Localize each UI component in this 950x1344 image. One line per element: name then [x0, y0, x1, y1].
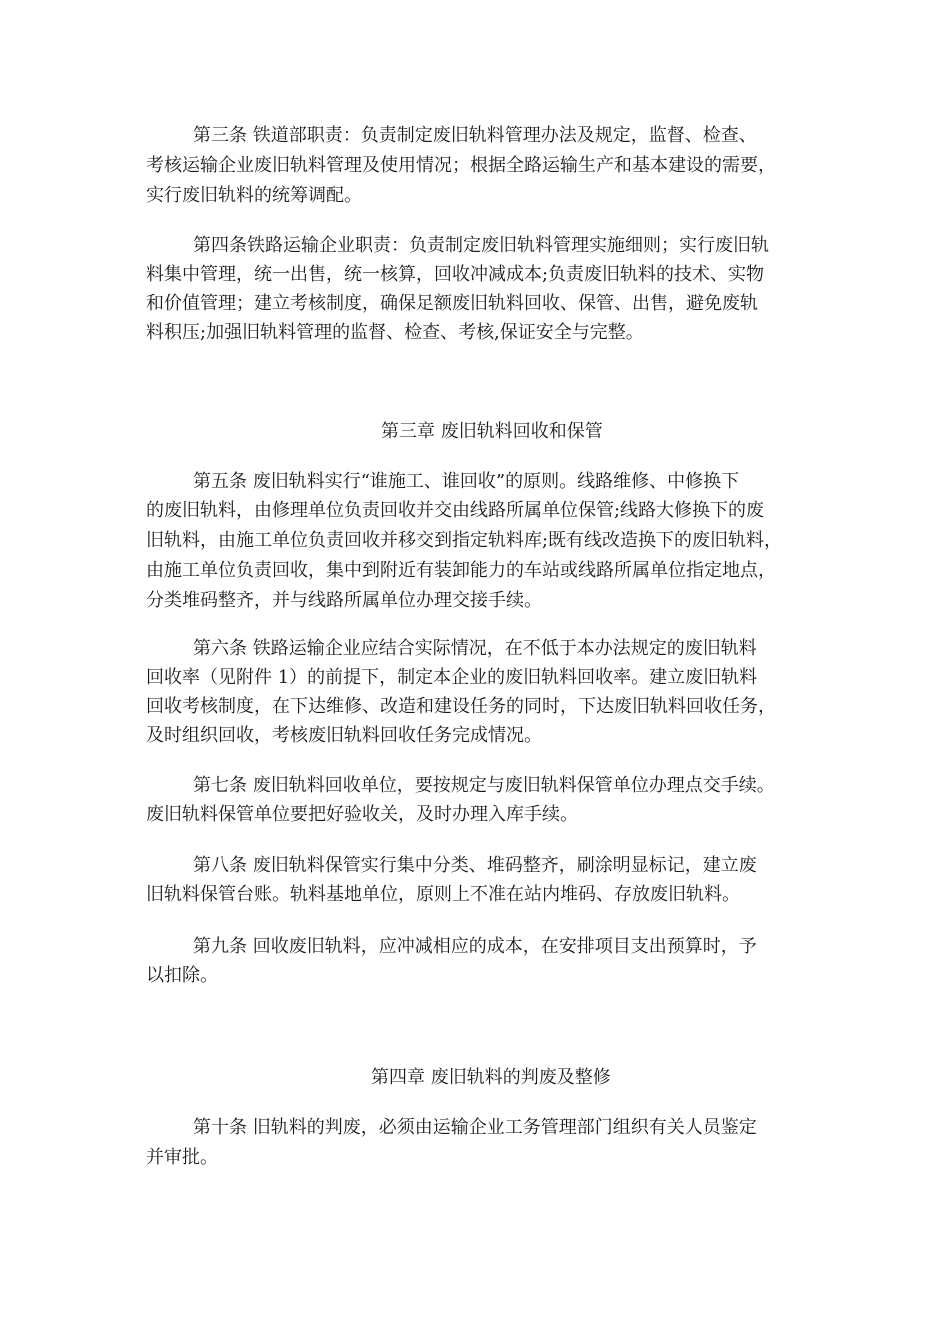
chapter-4-heading: 第四章 废旧轨料的判废及整修	[371, 1067, 611, 1088]
article-line: 料集中管理，统一出售，统一核算，回收冲减成本;负责废旧轨料的技术、实物	[146, 264, 765, 285]
article-line: 第五条 废旧轨料实行“谁施工、谁回收”的原则。线路维修、中修换下	[193, 471, 740, 492]
article-line: 第七条 废旧轨料回收单位，要按规定与废旧轨料保管单位办理点交手续。	[193, 775, 775, 796]
article-line: 由施工单位负责回收，集中到附近有装卸能力的车站或线路所属单位指定地点，	[146, 560, 776, 581]
article-line: 回收考核制度，在下达维修、改造和建设任务的同时，下达废旧轨料回收任务，	[146, 696, 776, 717]
article-line: 并审批。	[146, 1147, 218, 1168]
article-line: 的废旧轨料，由修理单位负责回收并交由线路所属单位保管;线路大修换下的废	[146, 500, 765, 521]
article-line: 第八条 废旧轨料保管实行集中分类、堆码整齐，刷涂明显标记，建立废	[193, 855, 757, 876]
article-line: 第六条 铁路运输企业应结合实际情况，在不低于本办法规定的废旧轨料	[193, 638, 757, 659]
article-line: 旧轨料，由施工单位负责回收并移交到指定轨料库;既有线改造换下的废旧轨料，	[146, 530, 783, 551]
article-line: 第十条 旧轨料的判废，必须由运输企业工务管理部门组织有关人员鉴定	[193, 1117, 757, 1138]
article-line: 废旧轨料保管单位要把好验收关，及时办理入库手续。	[146, 804, 578, 825]
article-line: 回收率（见附件 1）的前提下，制定本企业的废旧轨料回收率。建立废旧轨料	[146, 667, 758, 688]
article-line: 及时组织回收，考核废旧轨料回收任务完成情况。	[146, 725, 542, 746]
article-line: 料积压;加强旧轨料管理的监督、检查、考核,保证安全与完整。	[146, 322, 644, 343]
chapter-3-heading: 第三章 废旧轨料回收和保管	[381, 421, 603, 442]
article-line: 考核运输企业废旧轨料管理及使用情况；根据全路运输生产和基本建设的需要，	[146, 155, 776, 176]
article-line: 第四条铁路运输企业职责：负责制定废旧轨料管理实施细则；实行废旧轨	[193, 235, 769, 256]
article-line: 第三条 铁道部职责：负责制定废旧轨料管理办法及规定，监督、检查、	[193, 125, 757, 146]
article-line: 第九条 回收废旧轨料，应冲减相应的成本，在安排项目支出预算时，予	[193, 936, 757, 957]
article-line: 旧轨料保管台账。轨料基地单位，原则上不准在站内堆码、存放废旧轨料。	[146, 884, 740, 905]
article-line: 实行废旧轨料的统筹调配。	[146, 185, 362, 206]
article-line: 以扣除。	[146, 965, 218, 986]
article-line: 和价值管理；建立考核制度，确保足额废旧轨料回收、保管、出售，避免废轨	[146, 293, 758, 314]
article-line: 分类堆码整齐，并与线路所属单位办理交接手续。	[146, 590, 542, 611]
